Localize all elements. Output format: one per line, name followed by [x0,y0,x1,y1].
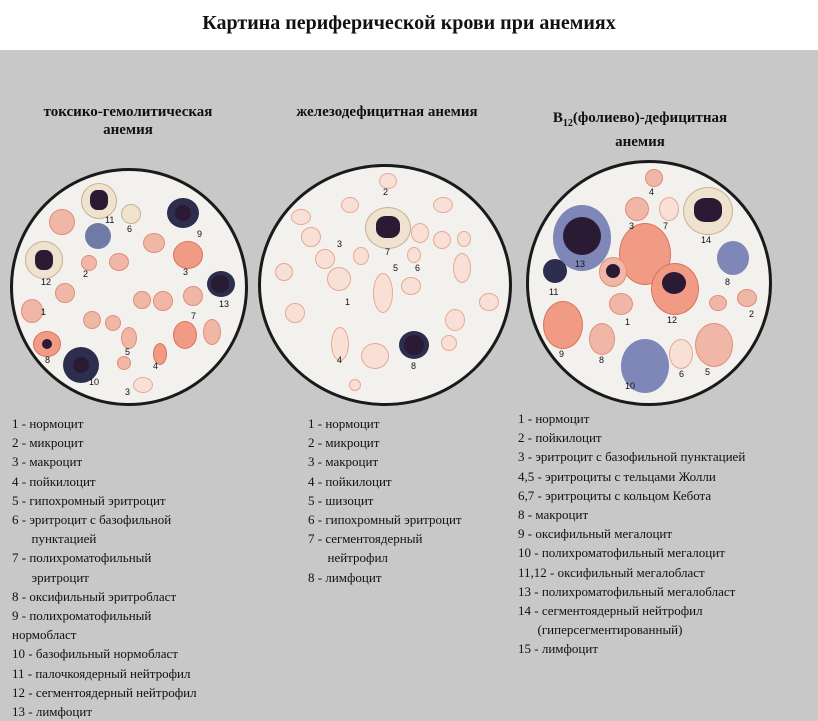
hypochromic-rbc [445,309,465,331]
poikilocyte [453,253,471,283]
macrocyte [361,343,389,369]
page-title: Картина периферической крови при анемиях [202,12,616,34]
legend-item: нейтрофил [308,550,388,566]
lymphocyte [543,259,567,283]
rbc [143,233,165,253]
cell-label: 7 [663,221,669,231]
rbc [121,327,137,349]
cell-label: 9 [559,349,565,359]
cell-label: 13 [219,299,230,309]
hypochromic-rbc [457,231,471,247]
cell-label: 10 [625,381,636,391]
macrocyte [589,323,615,355]
segmented-neutrophil [365,207,411,249]
cell-label: 5 [705,367,711,377]
legend-item: 8 - макроцит [518,507,589,523]
rbc [153,291,173,311]
cell-label: 7 [191,311,197,321]
legend-item: 4 - пойкилоцит [12,473,96,489]
macrocyte [173,241,203,269]
cell-label: 12 [667,315,678,325]
legend-item: пунктацией [12,531,97,547]
legend-item: 8 - оксифильный эритробласт [12,588,177,604]
hypochromic-rbc [315,249,335,269]
hypochromic-rbc [411,223,429,243]
cell-label: 3 [125,387,131,397]
rbc-stippled [625,197,649,221]
polychromatic-erythrocyte [85,223,111,249]
oxyphilic-megalocyte [543,301,583,349]
legend-item: 3 - макроцит [308,454,379,470]
legend-item: 12 - сегментоядерный нейтрофил [12,684,197,700]
legend-item: 13 - лимфоцит [12,704,93,720]
smear-circle-toxic-hemolytic [10,168,248,406]
cell-label: 8 [45,355,51,365]
cell-label: 8 [411,361,417,371]
rbc [83,311,101,329]
cell-label: 8 [725,277,731,287]
cell-label: 4 [649,187,655,197]
hypochromic-rbc [285,303,305,323]
legend-item: 10 - полихроматофильный мегалоцит [518,545,725,561]
poikilocyte [737,289,757,307]
legend-item: 2 - микроцит [308,435,380,451]
hypochromic-rbc [433,231,451,249]
legend-item: 9 - полихроматофильный [12,608,152,624]
legend-item: 7 - полихроматофильный [12,550,152,566]
cell-label: 10 [89,377,100,387]
cell-label: 4 [337,355,343,365]
panel-3-title-line2: анемия [615,134,665,150]
rbc-jolly-body [695,323,733,367]
smear-circle-b12-deficiency [526,160,772,406]
legend-item: 11 - палочкоядерный нейтрофил [12,665,191,681]
legend-item: 13 - полихроматофильный мегалобласт [518,583,736,599]
panel-1-title [10,103,246,139]
cell-label: 11 [105,215,115,225]
legend-item: 2 - пойкилоцит [518,430,602,446]
poikilocyte [173,321,197,349]
oxyphilic-erythroblast [33,331,61,357]
rbc-cabot-ring [659,197,679,221]
legend-item: 6,7 - эритроциты с кольцом Кебота [518,487,712,503]
cell-label: 8 [599,355,605,365]
legend-item: 7 - сегментоядерный [308,531,423,547]
cell-label: 6 [415,263,421,273]
panel-1-title-line1: токсико-гемолитическая [43,104,213,120]
legend-item: 5 - гипохромный эритроцит [12,492,166,508]
legend-item: 8 - лимфоцит [308,569,382,585]
rbc-cabot-ring [669,339,693,369]
legend-item: 3 - эритроцит с базофильной пунктацией [518,449,746,465]
panel-1-title-line2: анемия [103,122,153,138]
legend-item: 11,12 - оксифильный мегалобласт [518,564,705,580]
rbc [55,283,75,303]
legend-item: 9 - оксифильный мегалоцит [518,526,673,542]
rbc [203,319,221,345]
legend-item: 14 - сегментоядерный нейтрофил [518,603,703,619]
cell-label: 14 [701,235,712,245]
cell-label: 6 [679,369,685,379]
legend-item: 10 - базофильный нормобласт [12,646,178,662]
legend-item: 15 - лимфоцит [518,641,599,657]
cell-label: 1 [345,297,351,307]
legend-b12-deficiency [518,409,745,659]
legend-item: 5 - шизоцит [308,492,374,508]
legend-toxic-hemolytic [12,414,197,721]
cell-label: 1 [625,317,631,327]
panel-2-title [262,103,512,121]
cell-label: 1 [41,307,47,317]
hypochromic-rbc [291,209,311,225]
legend-item: 4 - пойкилоцит [308,473,392,489]
cell-label: 2 [749,309,755,319]
cell-label: 2 [83,269,89,279]
hypochromic-rbc [433,197,453,213]
rbc [21,299,43,323]
legend-item: 1 - нормоцит [308,416,380,431]
poikilocyte [373,273,393,313]
rbc-stippled [121,204,141,224]
rbc [109,253,129,271]
poikilocyte [709,295,727,311]
normocyte [327,267,351,291]
hypochromic-rbc [301,227,321,247]
legend-item: нормобласт [12,627,77,643]
rbc [117,356,131,370]
legend-item: 1 - нормоцит [518,411,590,426]
polychromatophilic-megalocyte [717,241,749,275]
cell-label: 4 [153,361,159,371]
hypochromic-rbc [275,263,293,281]
cell-label: 3 [183,267,189,277]
legend-item: 6 - эритроцит с базофильной [12,512,172,528]
legend-item: 4,5 - эритроциты с тельцами Жолли [518,468,716,484]
stab-neutrophil [81,183,117,219]
rbc [105,315,121,331]
cell-label: 6 [127,224,133,234]
cell-label: 9 [197,229,203,239]
legend-item: эритроцит [12,569,89,585]
hypochromic-rbc [341,197,359,213]
legend-item: (гиперсегментированный) [518,622,683,638]
panel-2-title-line1: железодефицитная анемия [296,104,478,120]
legend-item: 2 - микроцит [12,435,84,451]
legend-item: 6 - гипохромный эритроцит [308,512,462,528]
legend-iron-deficiency [308,414,462,587]
legend-item: 1 - нормоцит [12,416,84,431]
rbc [49,209,75,235]
hypersegmented-neutrophil [683,187,733,235]
smear-circle-iron-deficiency [258,164,512,406]
hypochromic-rbc [441,335,457,351]
schizocyte [407,247,421,263]
legend-item: 3 - макроцит [12,454,83,470]
cell-label: 11 [549,287,559,297]
rbc [133,291,151,309]
cell-label: 7 [385,247,391,257]
rbc [183,286,203,306]
oxyphilic-megaloblast [651,263,699,315]
hypochromic-rbc [349,379,361,391]
panel-3-title [520,109,760,151]
polychromatophilic-normoblast [167,198,199,228]
cell-label: 5 [125,347,131,357]
lymphocyte [207,271,235,297]
cell-label: 3 [629,221,635,231]
oxyphilic-megaloblast [599,257,627,287]
cell-label: 2 [383,187,389,197]
hypochromic-rbc [479,293,499,311]
cell-label: 5 [393,263,399,273]
segmented-neutrophil [25,241,63,279]
normocyte [609,293,633,315]
hypochromic-rbc [353,247,369,265]
cell-label: 3 [337,239,343,249]
cell-label: 13 [575,259,586,269]
rbc-jolly-body [645,169,663,187]
lymphocyte [399,331,429,359]
hypochromic-rbc [133,377,153,393]
panel-3-title-line1: $B_{12}(фолиево)$-дефицитная [552,110,728,129]
hypochromic-rbc [401,277,421,295]
cell-label: 12 [41,277,52,287]
